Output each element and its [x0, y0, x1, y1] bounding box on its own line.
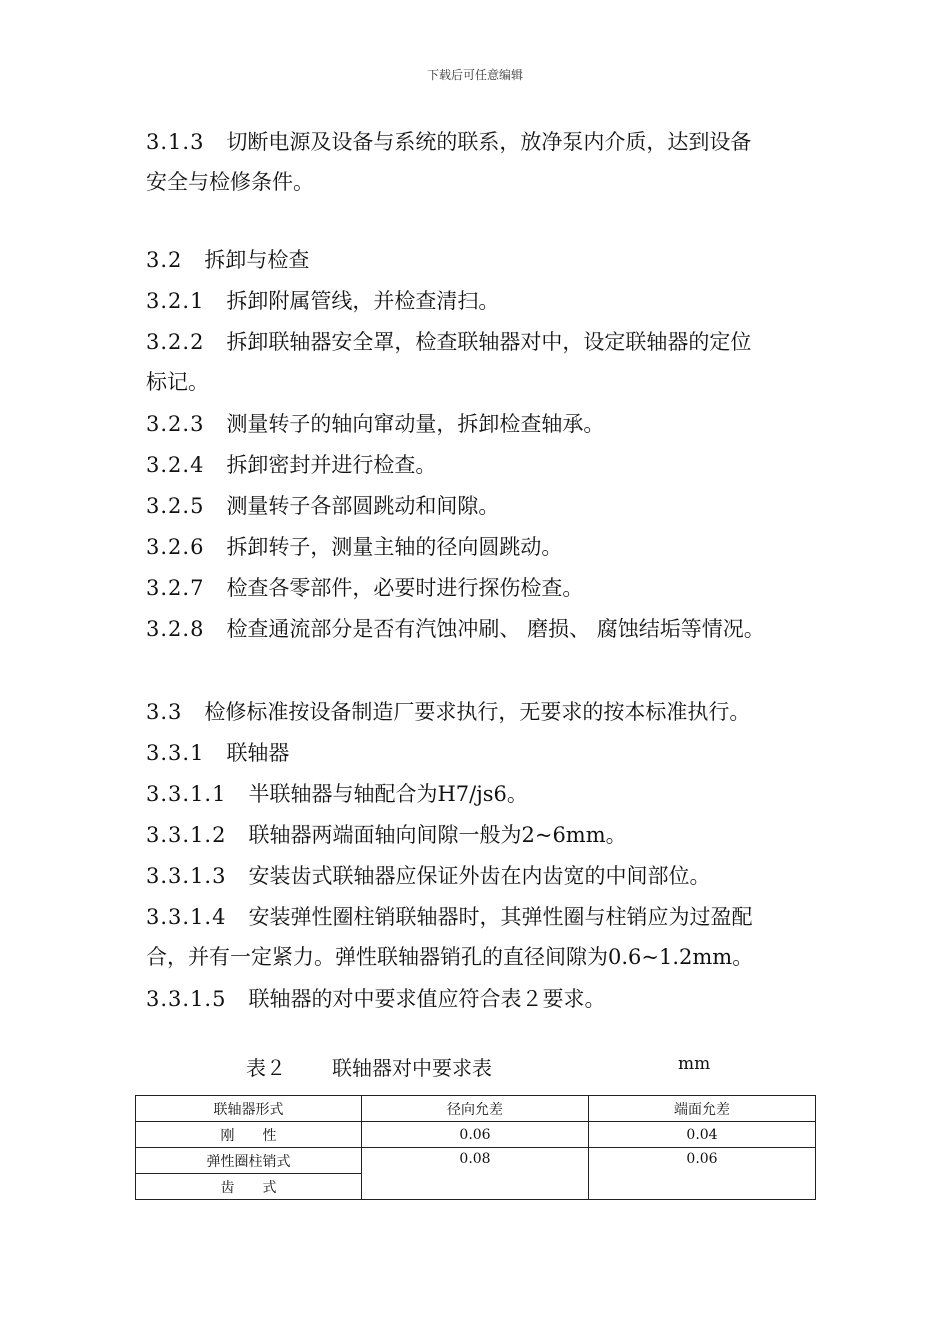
paragraph-3-3-1-3: [146, 856, 826, 896]
cell-coupling-type: 弹性圈柱销式: [136, 1148, 362, 1174]
paragraph-3-3-1-5: [146, 979, 826, 1019]
table-header-row: [136, 1096, 816, 1122]
paragraph-text: 安装齿式联轴器应保证外齿在内齿宽的中间部位。: [248, 864, 711, 888]
paragraph-continuation: 标记。: [146, 370, 209, 394]
section-number: 3.3.1: [146, 741, 205, 765]
paragraph-text: 切断电源及设备与系统的联系，放净泵内介质，达到设备: [226, 130, 752, 154]
cell-radial-tolerance: 0.08: [362, 1148, 589, 1200]
header-face-tolerance: 端面允差: [589, 1096, 816, 1122]
cell-coupling-type: 齿 式: [136, 1174, 362, 1200]
cell-radial-tolerance: 0.06: [362, 1122, 589, 1148]
paragraph-continuation: 安全与检修条件。: [146, 170, 314, 194]
table-row: [136, 1148, 816, 1174]
section-number: 3.2.6: [146, 535, 205, 559]
table-title: 联轴器对中要求表: [332, 1056, 492, 1080]
paragraph-3-2-5: [146, 486, 826, 526]
paragraph-continuation: 合，并有一定紧力。弹性联轴器销孔的直径间隙为0.6~1.2mm。: [146, 945, 754, 969]
paragraph-text: 拆卸转子，测量主轴的径向圆跳动。: [226, 535, 563, 559]
page-header: 下载后可任意编辑: [426, 68, 523, 82]
section-number: 3.2: [146, 248, 183, 272]
coupling-alignment-table: [135, 1095, 816, 1200]
paragraph-text: 联轴器两端面轴向间隙一般为2~6mm。: [248, 823, 627, 847]
paragraph-text: 联轴器的对中要求值应符合表２要求。: [248, 987, 606, 1011]
paragraph-text: 拆卸联轴器安全罩，检查联轴器对中，设定联轴器的定位: [226, 330, 752, 354]
section-number: 3.2.1: [146, 289, 205, 313]
table-number: 表２: [246, 1056, 286, 1080]
table-caption: [246, 1052, 726, 1082]
paragraph-text: 拆卸密封并进行检查。: [226, 453, 437, 477]
paragraph-text: 检查通流部分是否有汽蚀冲刷、 磨损、 腐蚀结垢等情况。: [226, 617, 765, 641]
paragraph-text: 检查各零部件，必要时进行探伤检查。: [226, 576, 584, 600]
section-number: 3.3.1.3: [146, 864, 227, 888]
paragraph-3-1-3: [146, 122, 826, 202]
section-number: 3.3: [146, 700, 183, 724]
section-number: 3.1.3: [146, 130, 205, 154]
paragraph-3-2-4: [146, 445, 826, 485]
section-number: 3.3.1.5: [146, 987, 227, 1011]
cell-face-tolerance: 0.06: [589, 1148, 816, 1200]
section-title: 拆卸与检查: [204, 248, 310, 272]
cell-face-tolerance: 0.04: [589, 1122, 816, 1148]
paragraph-3-2-3: [146, 404, 826, 444]
paragraph-3-3-1-1: [146, 774, 826, 814]
paragraph-text: 拆卸附属管线，并检查清扫。: [226, 289, 500, 313]
paragraph-3-2-2: [146, 322, 826, 402]
paragraph-3-3: [146, 692, 826, 732]
paragraph-text: 半联轴器与轴配合为H7/js6。: [248, 782, 528, 806]
paragraph-3-2-1: [146, 281, 826, 321]
cell-coupling-type: 刚 性: [136, 1122, 362, 1148]
paragraph-text: 安装弹性圈柱销联轴器时，其弹性圈与柱销应为过盈配: [248, 905, 753, 929]
section-number: 3.2.3: [146, 412, 205, 436]
table-unit: mm: [678, 1054, 711, 1074]
paragraph-3-3-1-2: [146, 815, 826, 855]
paragraph-text: 检修标准按设备制造厂要求执行，无要求的按本标准执行。: [204, 700, 751, 724]
section-title: 联轴器: [226, 741, 290, 765]
section-number: 3.2.8: [146, 617, 205, 641]
header-radial-tolerance: 径向允差: [362, 1096, 589, 1122]
section-number: 3.2.5: [146, 494, 205, 518]
paragraph-3-3-1-4: [146, 897, 826, 977]
paragraph-3-2-6: [146, 527, 826, 567]
table-row: [136, 1122, 816, 1148]
heading-3-2: [146, 240, 826, 280]
heading-3-3-1: [146, 733, 826, 773]
section-number: 3.2.4: [146, 453, 205, 477]
section-number: 3.2.7: [146, 576, 205, 600]
section-number: 3.3.1.2: [146, 823, 227, 847]
paragraph-text: 测量转子的轴向窜动量，拆卸检查轴承。: [226, 412, 605, 436]
section-number: 3.3.1.1: [146, 782, 227, 806]
header-coupling-type: 联轴器形式: [136, 1096, 362, 1122]
paragraph-text: 测量转子各部圆跳动和间隙。: [226, 494, 500, 518]
section-number: 3.2.2: [146, 330, 205, 354]
paragraph-3-2-8: [146, 609, 826, 649]
paragraph-3-2-7: [146, 568, 826, 608]
section-number: 3.3.1.4: [146, 905, 227, 929]
